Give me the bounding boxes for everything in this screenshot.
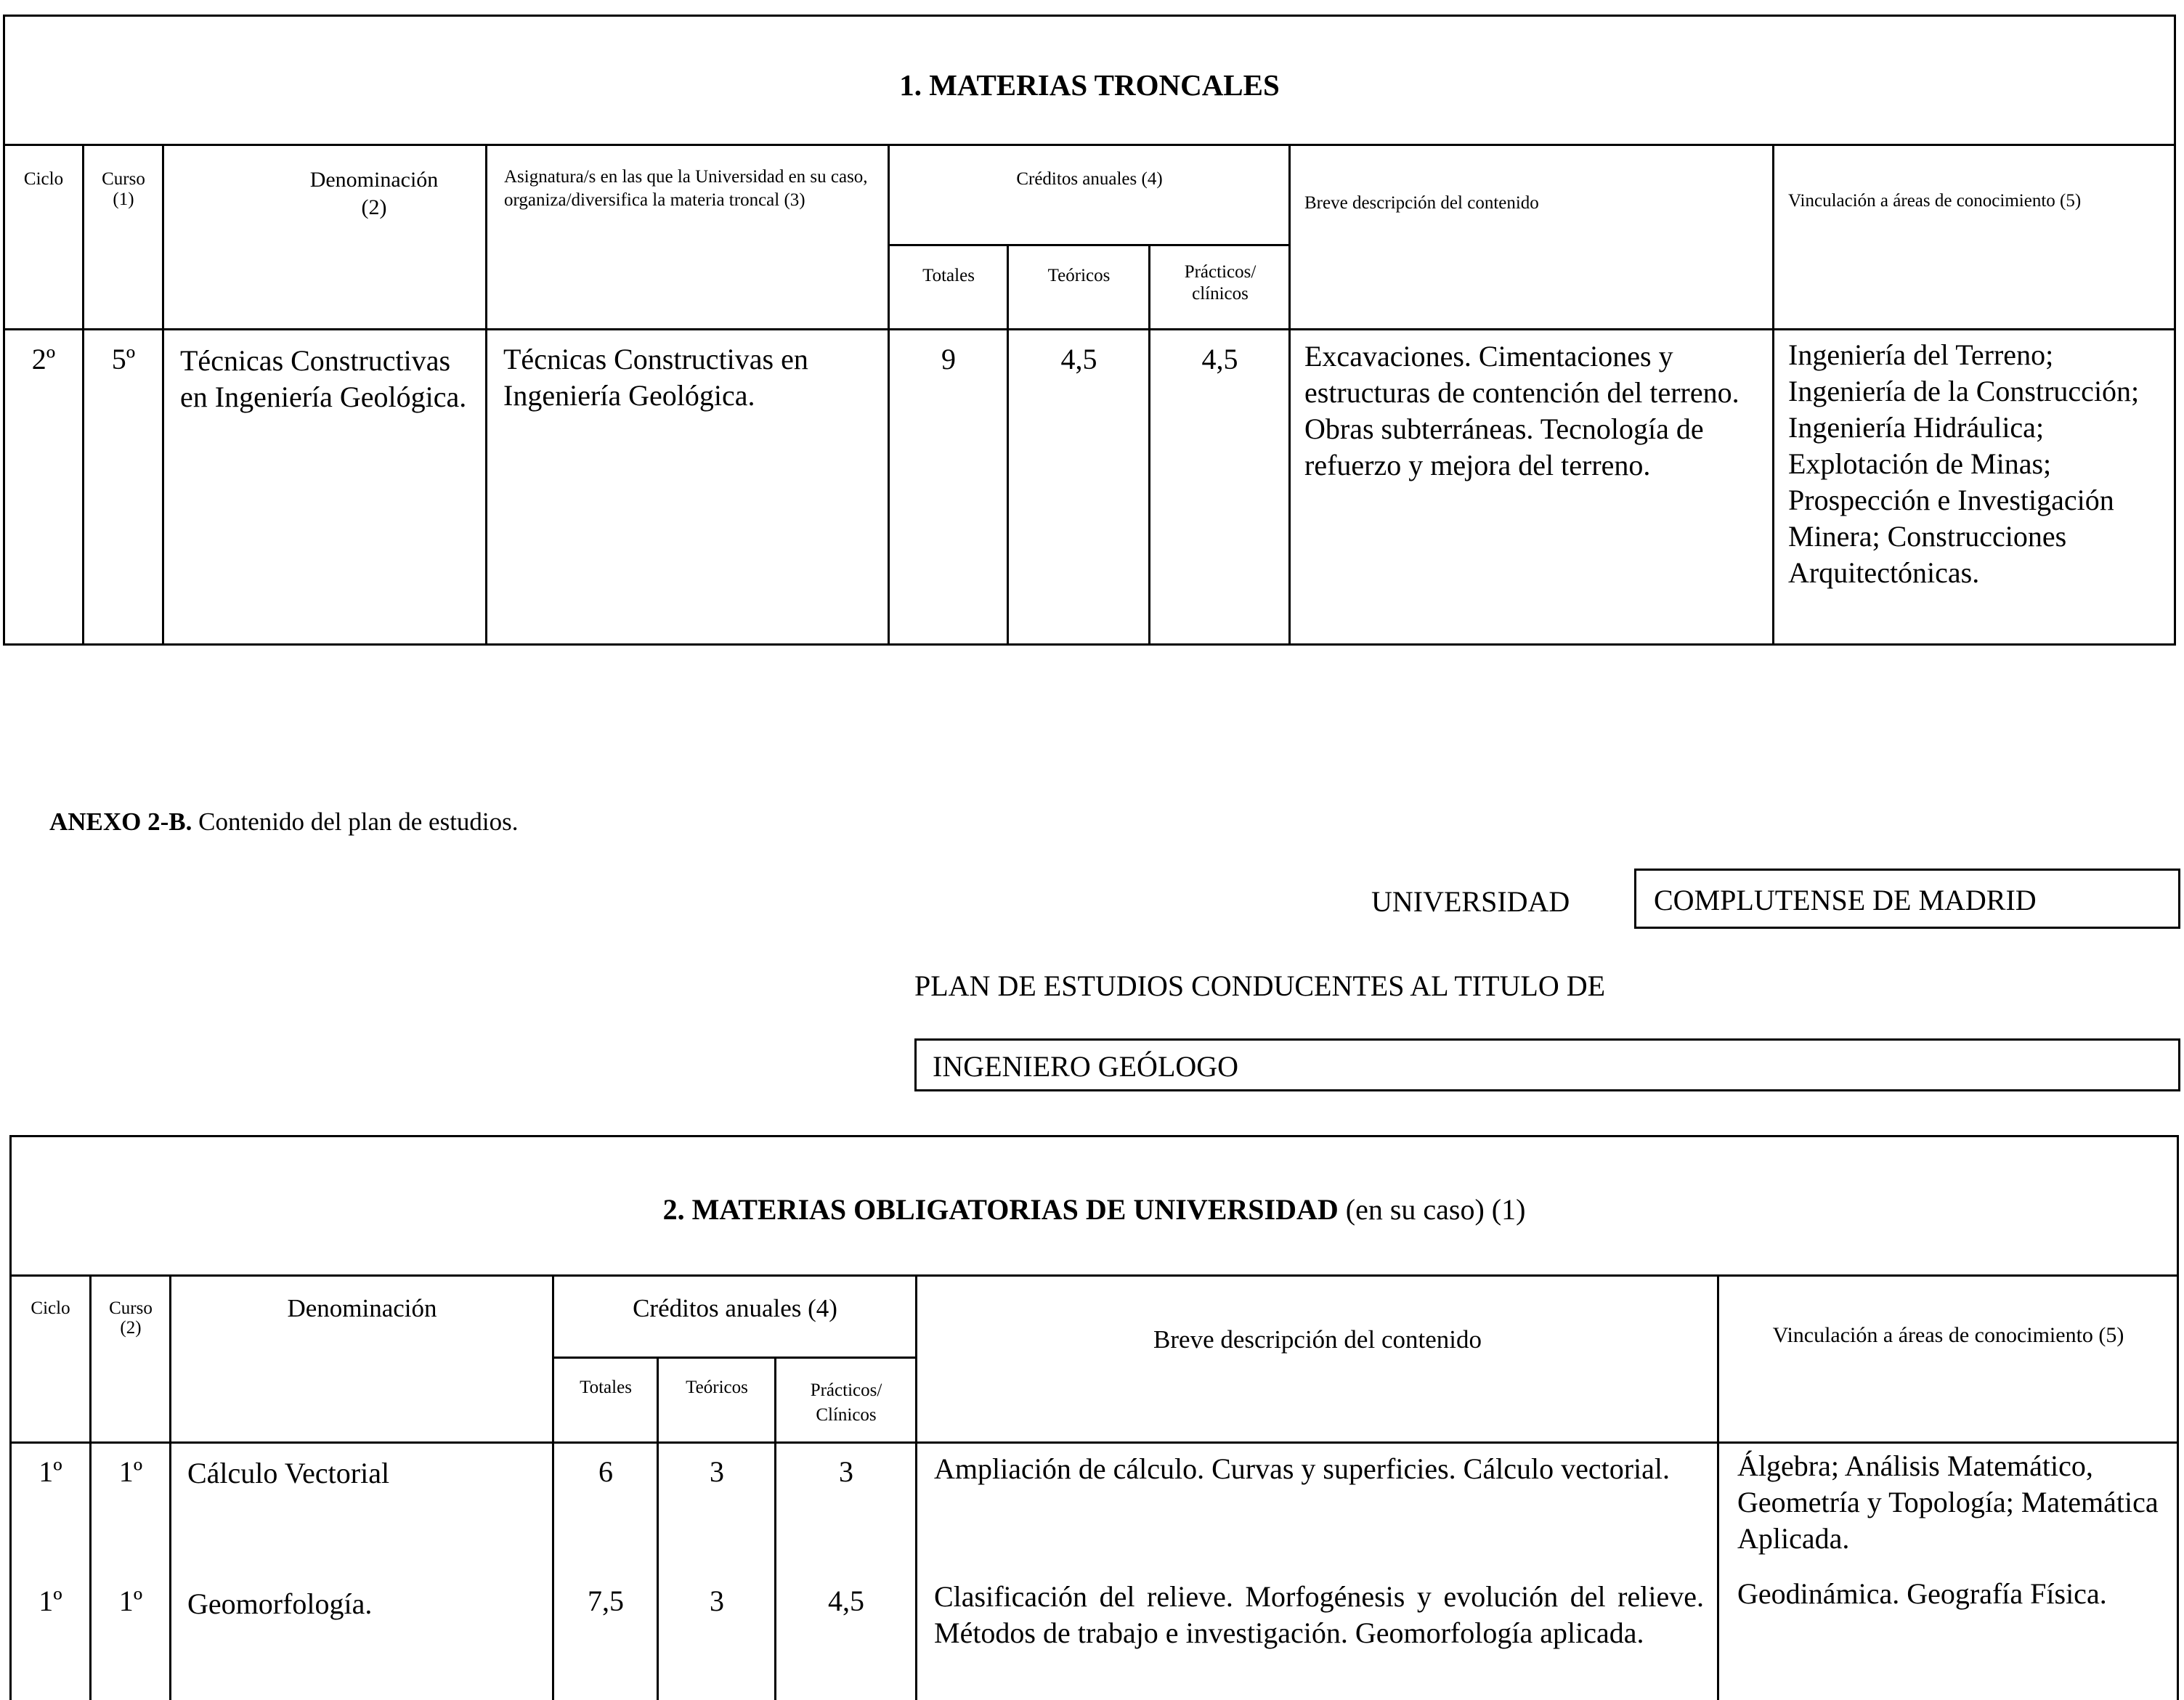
cell-curso: 1º xyxy=(118,1455,143,1488)
header-practicos: Prácticos/ Clínicos xyxy=(810,1380,882,1425)
header-practicos: Prácticos/ clínicos xyxy=(1184,262,1257,304)
header-creditos: Créditos anuales (4) xyxy=(1016,169,1163,189)
header-creditos: Créditos anuales (4) xyxy=(633,1294,837,1322)
header-vinculacion: Vinculación a áreas de conocimiento (5) xyxy=(1788,191,2082,211)
table2-col-sep xyxy=(89,1274,92,1700)
table1-header-divider xyxy=(3,328,2176,330)
header-denominacion-note: (2) xyxy=(361,195,387,219)
table1-col-sep xyxy=(888,144,890,646)
table1-title-divider xyxy=(3,144,2176,146)
cell-ciclo: 1º xyxy=(38,1455,62,1488)
table2-title-divider xyxy=(9,1274,2179,1277)
cell-ciclo: 2º xyxy=(31,343,56,375)
cell-denominacion: Técnicas Constructivas en Ingeniería Geológica. xyxy=(180,344,467,413)
universidad-label: UNIVERSIDAD xyxy=(1371,885,1570,918)
cell-descripcion: Clasificación del relieve. Morfogénesis y evolución del relieve. Métodos de trabajo e investigación. Geomorfología aplicada. xyxy=(934,1580,1704,1649)
header-ciclo: Ciclo xyxy=(23,169,64,189)
header-denominacion: Denominación xyxy=(287,1294,437,1322)
table2-header-divider xyxy=(9,1441,2179,1444)
header-descripcion: Breve descripción del contenido xyxy=(1153,1325,1482,1354)
table2-creditos-divider xyxy=(552,1357,917,1359)
header-curso: Curso xyxy=(109,1298,153,1318)
header-teoricos: Teóricos xyxy=(1047,266,1111,285)
cell-asignatura: Técnicas Constructivas en Ingeniería Geológica. xyxy=(503,343,808,412)
cell-vinculacion: Álgebra; Análisis Matemático, Geometría y Topología; Matemática Aplicada. xyxy=(1737,1449,2159,1555)
cell-ciclo: 1º xyxy=(38,1585,62,1617)
cell-teoricos: 3 xyxy=(710,1585,724,1617)
cell-teoricos: 3 xyxy=(710,1455,724,1488)
cell-practicos: 4,5 xyxy=(828,1585,864,1617)
table1-col-sep xyxy=(1007,244,1009,646)
anexo-label: ANEXO 2-B. xyxy=(49,808,192,836)
header-curso-note: (2) xyxy=(120,1318,142,1338)
header-denominacion: Denominación xyxy=(309,168,439,192)
table1-col-sep xyxy=(1288,144,1291,646)
table2-col-sep xyxy=(1717,1274,1719,1700)
table1-title: 1. MATERIAS TRONCALES xyxy=(899,68,1280,102)
cell-curso: 1º xyxy=(118,1585,143,1617)
table1-col-sep xyxy=(1148,244,1150,646)
cell-practicos: 4,5 xyxy=(1201,343,1238,375)
cell-teoricos: 4,5 xyxy=(1060,343,1097,375)
cell-totales: 7,5 xyxy=(588,1585,624,1617)
table1-bottom-border xyxy=(3,643,2176,646)
cell-vinculacion: Ingeniería del Terreno; Ingeniería de la Construcción; Ingeniería Hidráulica; Explotación de Minas; Prospección e Investigación Minera; Construcciones Arquitectónicas. xyxy=(1788,338,2140,589)
plan-label: PLAN DE ESTUDIOS CONDUCENTES AL TITULO DE xyxy=(914,969,1606,1002)
header-vinculacion: Vinculación a áreas de conocimiento (5) xyxy=(1772,1323,2124,1347)
titulo-box xyxy=(914,1038,2180,1091)
table1-creditos-divider xyxy=(888,244,1291,246)
table2-col-sep xyxy=(657,1357,659,1700)
universidad-box xyxy=(1634,869,2180,929)
header-curso-note: (1) xyxy=(113,190,134,209)
table1-col-sep xyxy=(1772,144,1774,646)
header-ciclo: Ciclo xyxy=(31,1298,70,1318)
table2-col-sep xyxy=(915,1274,917,1700)
cell-denominacion: Geomorfología. xyxy=(187,1587,373,1620)
header-curso: Curso xyxy=(102,169,145,189)
anexo-line xyxy=(49,808,519,837)
table2-title xyxy=(9,1192,2179,1228)
cell-denominacion: Cálculo Vectorial xyxy=(187,1457,390,1489)
cell-practicos: 3 xyxy=(839,1455,853,1488)
table2-col-sep xyxy=(552,1274,554,1700)
universidad-value: COMPLUTENSE DE MADRID xyxy=(1654,884,2037,916)
cell-totales: 6 xyxy=(598,1455,613,1488)
titulo-value: INGENIERO GEÓLOGO xyxy=(933,1050,1239,1083)
table2-title-bold: 2. MATERIAS OBLIGATORIAS DE UNIVERSIDAD xyxy=(662,1193,1339,1226)
table1-col-sep xyxy=(82,144,84,646)
header-teoricos: Teóricos xyxy=(686,1378,748,1397)
table2-col-sep xyxy=(169,1274,171,1700)
anexo-text: Contenido del plan de estudios. xyxy=(198,808,519,836)
cell-totales: 9 xyxy=(941,343,956,375)
table1-top-border xyxy=(3,15,2176,17)
cell-descripcion: Ampliación de cálculo. Curvas y superficies. Cálculo vectorial. xyxy=(934,1452,1671,1485)
header-descripcion: Breve descripción del contenido xyxy=(1304,193,1539,213)
table2-col-sep xyxy=(774,1357,776,1700)
table1-col-sep xyxy=(162,144,164,646)
cell-vinculacion: Geodinámica. Geografía Física. xyxy=(1737,1577,2107,1610)
table2-top-border xyxy=(9,1135,2179,1137)
cell-descripcion: Excavaciones. Cimentaciones y estructuras de contención del terreno. Obras subterráneas. Tecnología de refuerzo y mejora del terreno. xyxy=(1304,340,1740,481)
header-totales: Totales xyxy=(922,266,975,285)
table2-title-rest: (en su caso) (1) xyxy=(1345,1193,1526,1226)
header-asignaturas: Asignatura/s en las que la Universidad en su caso, organiza/diversifica la materia troncal (3) xyxy=(504,167,868,210)
cell-curso: 5º xyxy=(111,343,136,375)
header-totales: Totales xyxy=(580,1378,632,1397)
